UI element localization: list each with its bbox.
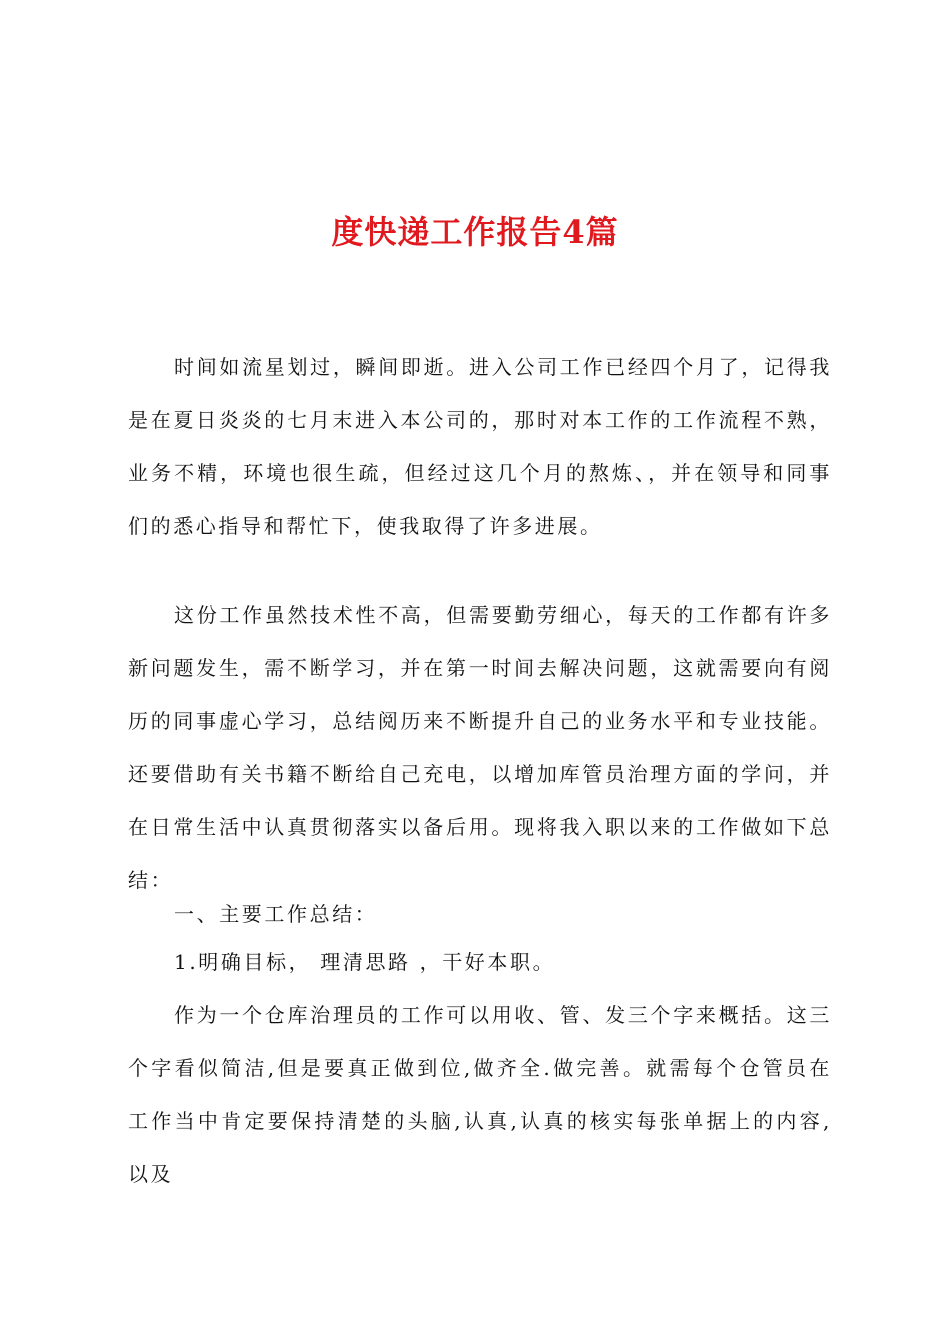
- paragraph-warehouse-duties: 作为一个仓库治理员的工作可以用收、管、发三个字来概括。这三个字看似简洁,但是要真正做到位,做齐全.做完善。就需每个仓管员在工作当中肯定要保持清楚的头脑,认真,认真的核实每张单据上的内容,以及: [128, 1003, 832, 1186]
- section-heading: 一、主要工作总结：: [174, 902, 378, 926]
- paragraph-work-nature: 这份工作虽然技术性不高，但需要勤劳细心，每天的工作都有许多新问题发生，需不断学习，并在第一时间去解决问题，这就需要向有阅历的同事虚心学习，总结阅历来不断提升自己的业务水平和专业技能。还要借助有关书籍不断给自己充电，以增加库管员治理方面的学问，并在日常生活中认真贯彻落实以备后用。现将我入职以来的工作做如下总结：: [128, 603, 832, 892]
- document-title: 度快递工作报告4篇: [331, 213, 619, 251]
- list-item: 1.明确目标， 理清思路 ，干好本职。: [174, 950, 556, 974]
- paragraph-intro: 时间如流星划过，瞬间即逝。进入公司工作已经四个月了，记得我是在夏日炎炎的七月末进入本公司的，那时对本工作的工作流程不熟，业务不精，环境也很生疏，但经过这几个月的熬炼、，并在领导和同事们的悉心指导和帮忙下，使我取得了许多进展。: [128, 355, 832, 538]
